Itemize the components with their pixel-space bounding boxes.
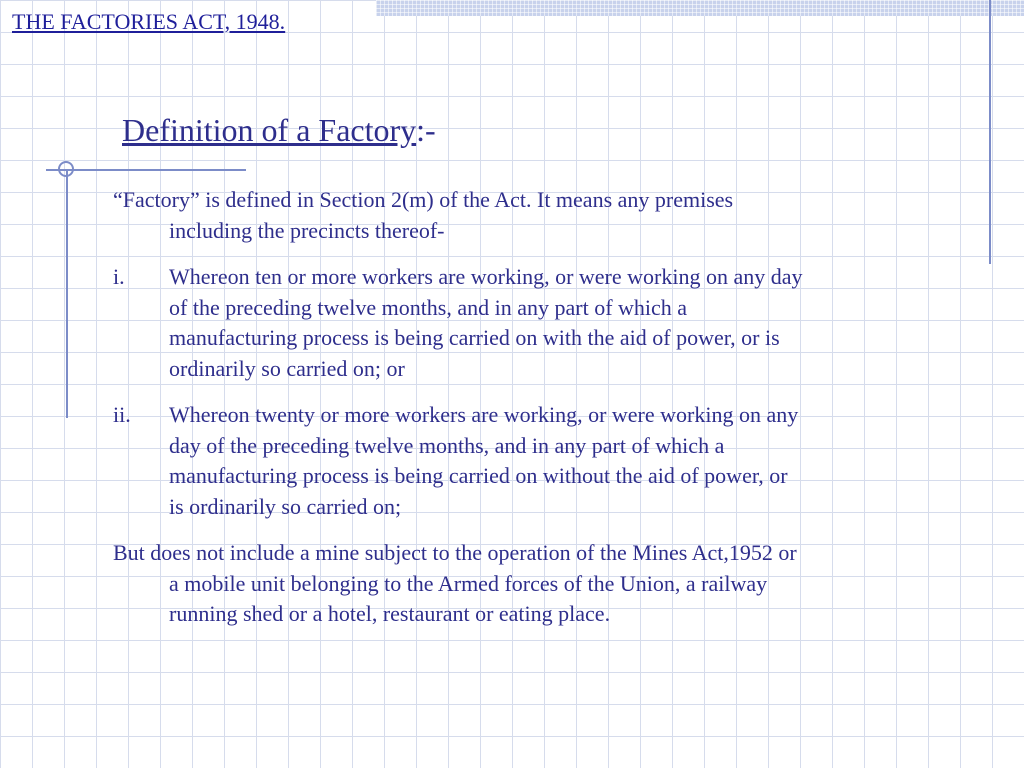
list-item-text: Whereon twenty or more workers are working, or were working on any day of the preceding twelve months, and in any part of which a manufacturing process is being carried on without the aid of power, or is ordinarily so carried on; bbox=[169, 402, 799, 519]
slide-body bbox=[113, 185, 803, 646]
list-item-marker: ii. bbox=[113, 402, 131, 427]
list-item-marker: i. bbox=[113, 264, 125, 289]
list-item-text: Whereon ten or more workers are working, or were working on any day of the preceding twelve months, and in any part of which a manufacturing process is being carried on with the aid of power, or is ordinarily so carried on; or bbox=[169, 264, 803, 381]
list-item bbox=[113, 400, 803, 522]
right-vertical-rule bbox=[989, 0, 991, 264]
circle-ornament-icon bbox=[58, 161, 74, 177]
left-vertical-rule bbox=[66, 170, 68, 418]
top-decorative-band bbox=[376, 0, 1024, 16]
slide-title bbox=[122, 110, 436, 150]
header-title: THE FACTORIES ACT, 1948. bbox=[12, 9, 286, 34]
intro-paragraph: “Factory” is defined in Section 2(m) of the Act. It means any premises including the precincts thereof- bbox=[113, 187, 734, 243]
left-horizontal-rule bbox=[46, 169, 246, 171]
closing-paragraph: But does not include a mine subject to the operation of the Mines Act,1952 or a mobile unit belonging to the Armed forces of the Union, a railway running shed or a hotel, restaurant or eating place. bbox=[113, 540, 797, 626]
slide-title-suffix: :- bbox=[416, 112, 436, 148]
list-item bbox=[113, 262, 803, 384]
slide-title-main: Definition of a Factory bbox=[122, 112, 417, 148]
